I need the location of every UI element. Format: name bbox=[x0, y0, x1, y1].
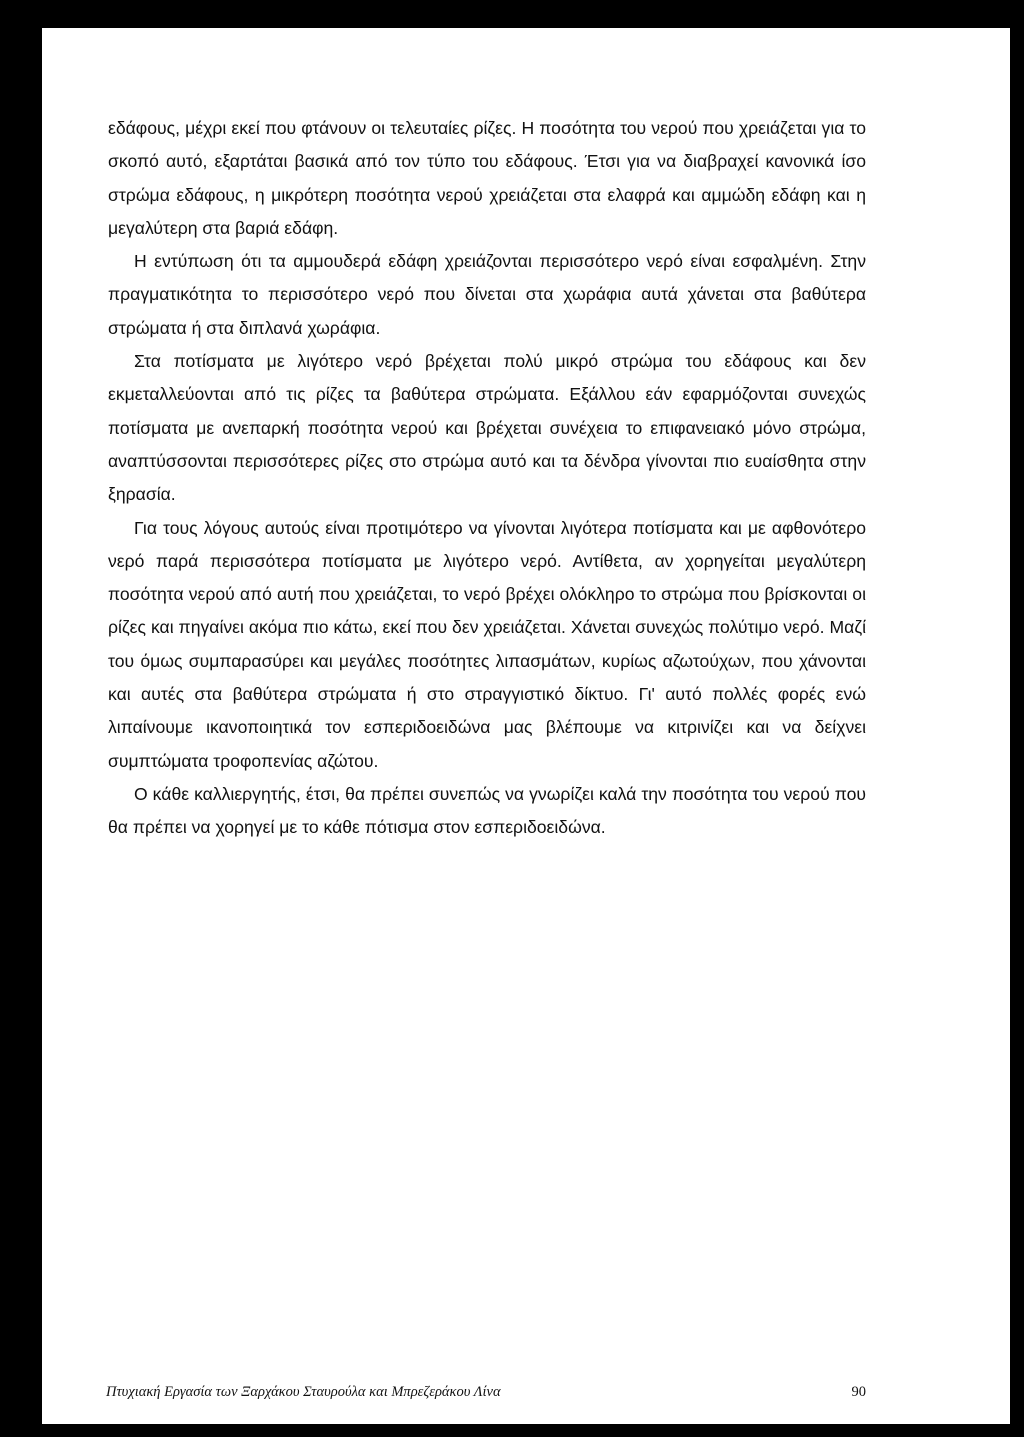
paragraph-continuation: εδάφους, μέχρι εκεί που φτάνουν οι τελευταίες ρίζες. Η ποσότητα του νερού που χρειάζεται για το σκοπό αυτό, εξαρτάται βασικά από τον τύπο του εδάφους. Έτσι για να διαβραχεί κανονικά ίσο στρώμα εδάφους, η μικρότερη ποσότητα νερού χρειάζεται στα ελαφρά και αμμώδη εδάφη και η μεγαλύτερη στα βαριά εδάφη. bbox=[108, 118, 866, 238]
body-text bbox=[108, 112, 866, 845]
paragraph: Στα ποτίσματα με λιγότερο νερό βρέχεται πολύ μικρό στρώμα του εδάφους και δεν εκμεταλλεύονται από τις ρίζες τα βαθύτερα στρώματα. Εξάλλου εάν εφαρμόζονται συνεχώς ποτίσματα με ανεπαρκή ποσότητα νερού και βρέχεται συνέχεια το επιφανειακό μόνο στρώμα, αναπτύσσονται περισσότερες ρίζες στο στρώμα αυτό και τα δένδρα γίνονται πιο ευαίσθητα στην ξηρασία. bbox=[108, 351, 866, 505]
paragraph: Για τους λόγους αυτούς είναι προτιμότερο να γίνονται λιγότερα ποτίσματα και με αφθονότερο νερό παρά περισσότερα ποτίσματα με λιγότερο νερό. Αντίθετα, αν χορηγείται μεγαλύτερη ποσότητα νερού από αυτή που χρειάζεται, το νερό βρέχει ολόκληρο το στρώμα που βρίσκονται οι ρίζες και πηγαίνει ακόμα πιο κάτω, εκεί που δεν χρειάζεται. Χάνεται συνεχώς πολύτιμο νερό. Μαζί του όμως συμπαρασύρει και μεγάλες ποσότητες λιπασμάτων, κυρίως αζωτούχων, που χάνονται και αυτές στα βαθύτερα στρώματα ή στο στραγγιστικό δίκτυο. Γι' αυτό πολλές φορές ενώ λιπαίνουμε ικανοποιητικά τον εσπεριδοειδώνα μας βλέπουμε να κιτρινίζει και να δείχνει συμπτώματα τροφοπενίας αζώτου. bbox=[108, 517, 866, 771]
footer-caption: Πτυχιακή Εργασία των Ξαρχάκου Σταυρούλα και Μπρεζεράκου Λίνα bbox=[106, 1384, 501, 1400]
page-number: 90 bbox=[851, 1384, 866, 1400]
paragraph: Η εντύπωση ότι τα αμμουδερά εδάφη χρειάζονται περισσότερο νερό είναι εσφαλμένη. Στην πραγματικότητα το περισσότερο νερό που δίνεται στα χωράφια αυτά χάνεται στα βαθύτερα στρώματα ή στα διπλανά χωράφια. bbox=[108, 251, 866, 338]
paragraph: Ο κάθε καλλιεργητής, έτσι, θα πρέπει συνεπώς να γνωρίζει καλά την ποσότητα του νερού που θα πρέπει να χορηγεί με το κάθε πότισμα στον εσπεριδοειδώνα. bbox=[108, 783, 866, 838]
